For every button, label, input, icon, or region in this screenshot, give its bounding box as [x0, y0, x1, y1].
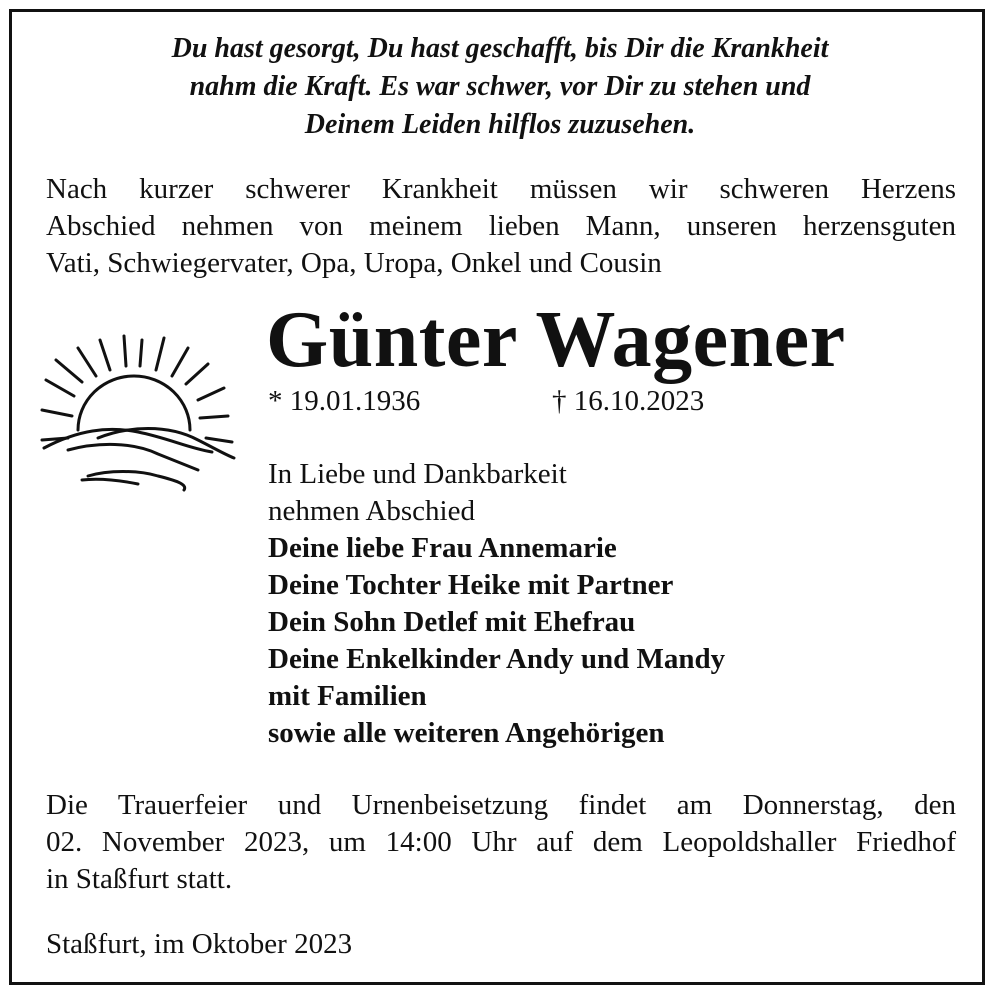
intro-line: Abschied nehmen von meinem lieben Mann, unseren herzensguten	[46, 210, 956, 242]
death-date: † 16.10.2023	[552, 385, 705, 417]
ceremony-info	[46, 787, 956, 898]
poem-line: nahm die Kraft. Es war schwer, vor Dir zu stehen und	[189, 71, 811, 102]
mourners-intro-line: nehmen Abschied	[268, 495, 475, 527]
ceremony-line: 02. November 2023, um 14:00 Uhr auf dem Leopoldshaller Friedhof	[46, 826, 956, 858]
poem-line: Du hast gesorgt, Du hast geschafft, bis Dir die Krankheit	[171, 33, 829, 64]
mourner-entry: Dein Sohn Detlef mit Ehefrau	[268, 606, 636, 638]
birth-date: * 19.01.1936	[268, 385, 421, 417]
sunset-over-hills-icon	[38, 330, 238, 495]
place-and-date: Staßfurt, im Oktober 2023	[46, 928, 353, 960]
intro-line: Nach kurzer schwerer Krankheit müssen wir schweren Herzens	[46, 173, 956, 205]
poem-line: Deinem Leiden hilflos zuzusehen.	[304, 109, 696, 140]
ceremony-line: in Staßfurt statt.	[46, 863, 233, 895]
mourner-entry: mit Familien	[268, 680, 427, 712]
intro-line: Vati, Schwiegervater, Opa, Uropa, Onkel und Cousin	[46, 247, 662, 279]
deceased-name: Günter Wagener	[266, 296, 846, 384]
mourners-intro-line: In Liebe und Dankbarkeit	[268, 458, 567, 490]
mourner-entry: Deine Enkelkinder Andy und Mandy	[268, 643, 726, 675]
intro-text	[46, 171, 956, 282]
mourner-entry: Deine liebe Frau Annemarie	[268, 532, 617, 564]
ceremony-line: Die Trauerfeier und Urnenbeisetzung findet am Donnerstag, den	[46, 789, 956, 821]
mourner-entry: Deine Tochter Heike mit Partner	[268, 569, 674, 601]
mourner-entry: sowie alle weiteren Angehörigen	[268, 717, 665, 749]
memorial-poem	[60, 30, 940, 144]
mourners-list	[268, 456, 908, 752]
